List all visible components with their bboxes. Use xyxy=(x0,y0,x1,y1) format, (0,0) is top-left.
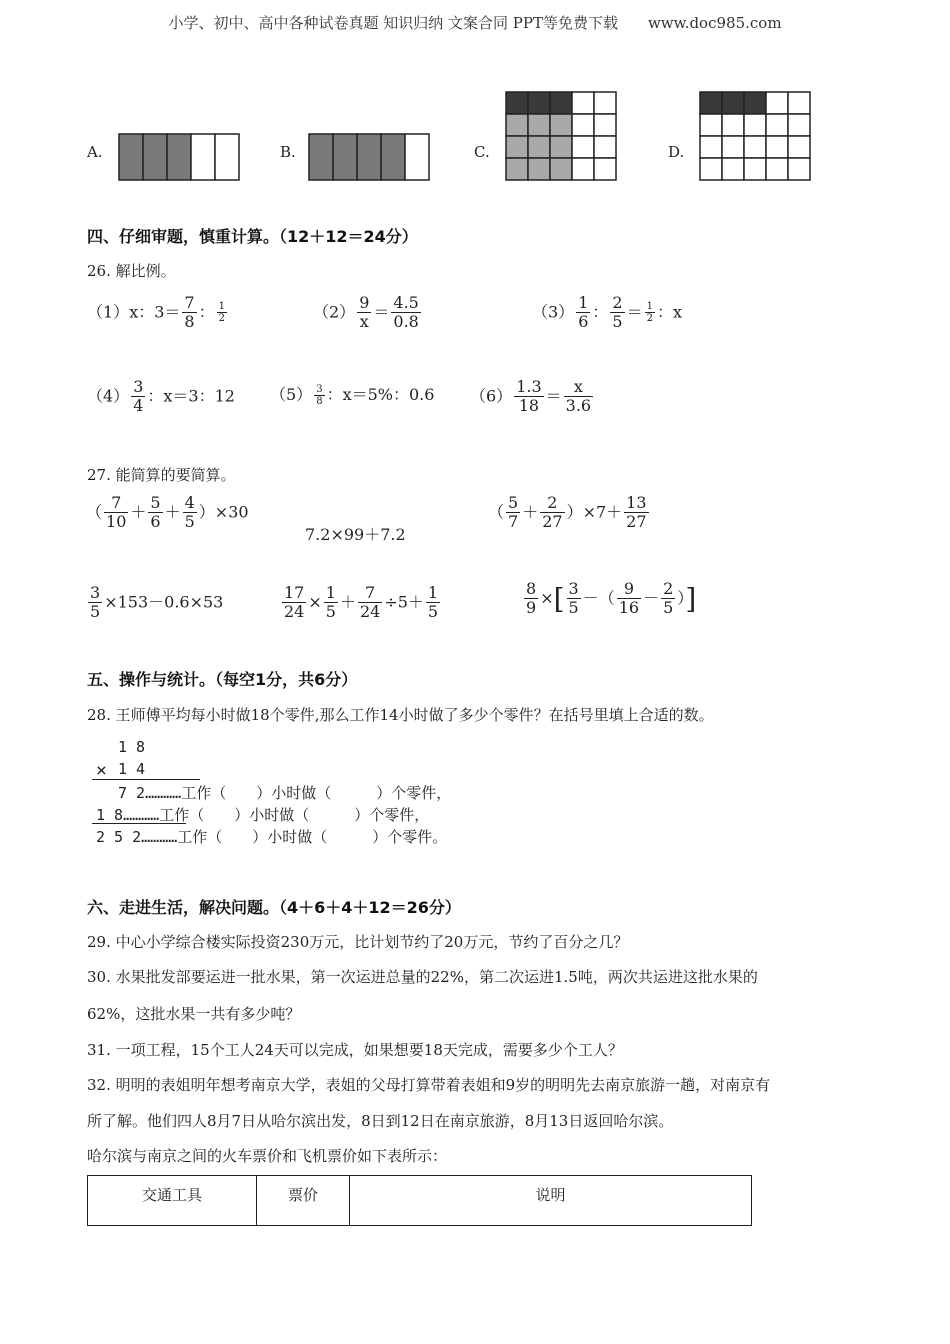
proportion-5: （5） $\frac{3}{8}$ ：x＝5%：0.6 xyxy=(270,383,435,407)
option-d-figure xyxy=(699,91,811,183)
grid-cell xyxy=(594,158,616,180)
section-4-title: 四、仔细审题，慎重计算。（12＋12＝24分） xyxy=(87,227,418,246)
calc-1: （ $\frac{7}{10}$ ＋ $\frac{5}{6}$ ＋ $\frac{4}{5}$ ）×30 xyxy=(86,493,249,532)
grid-cell xyxy=(700,92,722,114)
mult-row-1: 1 8 xyxy=(118,738,146,756)
grid-cell xyxy=(119,134,143,180)
grid-cell xyxy=(143,134,167,180)
grid-cell xyxy=(167,134,191,180)
proportion-1: （1）x：3＝ $\frac{7}{8}$ ： $\frac{1}{2}$ xyxy=(87,293,225,332)
grid-cell xyxy=(357,134,381,180)
grid-cell xyxy=(744,158,766,180)
grid-cell xyxy=(744,136,766,158)
grid-cell xyxy=(722,136,744,158)
grid-cell xyxy=(506,114,528,136)
proportion-4: （4） $\frac{3}{4}$ ：x＝3：12 xyxy=(87,377,235,416)
grid-cell xyxy=(333,134,357,180)
grid-cell xyxy=(550,114,572,136)
grid-cell xyxy=(506,158,528,180)
table-header-cell: 说明 xyxy=(350,1176,752,1226)
grid-cell xyxy=(506,92,528,114)
calc-2: 7.2×99＋7.2 xyxy=(305,525,406,544)
grid-cell xyxy=(550,136,572,158)
grid-cell xyxy=(381,134,405,180)
question-27: 27. 能简算的要简算。 xyxy=(87,466,236,484)
calc-5: $\frac{17}{24}$ × $\frac{1}{5}$ ＋ $\frac{7}{24}$ ÷5＋ $\frac{1}{5}$ xyxy=(284,583,439,622)
calc-4: $\frac{3}{5}$ ×153－0.6×53 xyxy=(90,583,224,622)
calc-6: $\frac{8}{9}$ ×[ $\frac{3}{5}$ －（ $\frac{9}{16}$ － $\frac{2}{5}$ ）] xyxy=(526,579,697,618)
grid-cell xyxy=(215,134,239,180)
question-30-line-2: 62%，这批水果一共有多少吨？ xyxy=(87,1005,301,1023)
grid-cell xyxy=(744,114,766,136)
grid-cell xyxy=(528,136,550,158)
mult-row-2: 1 4 xyxy=(118,760,146,778)
question-31: 31. 一项工程，15个工人24天可以完成，如果想要18天完成，需要多少个工人？ xyxy=(87,1041,623,1059)
fare-table xyxy=(87,1175,752,1226)
section-6-title: 六、走进生活，解决问题。（4＋6＋4＋12＝26分） xyxy=(87,898,461,917)
proportion-2: （2） $\frac{9}{x}$ ＝ $\frac{4.5}{0.8}$ xyxy=(313,293,419,332)
grid-cell xyxy=(572,158,594,180)
table-header-cell: 交通工具 xyxy=(88,1176,257,1226)
grid-cell xyxy=(722,92,744,114)
grid-cell xyxy=(700,136,722,158)
mult-sign: × xyxy=(96,760,107,781)
grid-cell xyxy=(766,136,788,158)
option-c-figure xyxy=(505,91,617,183)
question-32-line-1: 32. 明明的表姐明年想考南京大学，表姐的父母打算带着表姐和9岁的明明先去南京旅游一趟，对南京有 xyxy=(87,1076,771,1094)
grid-cell xyxy=(788,136,810,158)
grid-cell xyxy=(309,134,333,180)
option-a-label: A. xyxy=(87,143,103,161)
question-32-line-3: 哈尔滨与南京之间的火车票价和飞机票价如下表所示： xyxy=(87,1147,448,1165)
grid-cell xyxy=(722,114,744,136)
grid-cell xyxy=(191,134,215,180)
mult-row-4: 1 8…………工作（ ）小时做（ ）个零件， xyxy=(96,806,430,824)
proportion-3: （3） $\frac{1}{6}$ ： $\frac{2}{5}$ ＝ $\frac{1}{2}$ ：x xyxy=(532,293,682,332)
page-header: 小学、初中、高中各种试卷真题 知识归纳 文案合同 PPT等免费下载 www.doc985.com xyxy=(168,14,782,32)
grid-cell xyxy=(788,158,810,180)
grid-cell xyxy=(594,114,616,136)
grid-cell xyxy=(788,114,810,136)
option-b-label: B. xyxy=(280,143,296,161)
option-d-label: D. xyxy=(668,143,685,161)
section-5-title: 五、操作与统计。（每空1分，共6分） xyxy=(87,670,358,689)
grid-cell xyxy=(766,158,788,180)
question-28: 28. 王师傅平均每小时做18个零件,那么工作14小时做了多少个零件？在括号里填上合适的数。 xyxy=(87,706,714,724)
option-a-figure xyxy=(118,133,240,183)
question-32-line-2: 所了解。他们四人8月7日从哈尔滨出发，8日到12日在南京旅游，8月13日返回哈尔滨。 xyxy=(87,1112,674,1130)
grid-cell xyxy=(405,134,429,180)
grid-cell xyxy=(722,158,744,180)
table-header-row xyxy=(88,1176,752,1226)
grid-cell xyxy=(766,114,788,136)
grid-cell xyxy=(744,92,766,114)
calc-3: （ $\frac{5}{7}$ ＋ $\frac{2}{27}$ ）×7＋ $\frac{13}{27}$ xyxy=(488,493,647,532)
grid-cell xyxy=(550,92,572,114)
grid-cell xyxy=(528,114,550,136)
mult-line-1 xyxy=(92,779,200,780)
grid-cell xyxy=(700,114,722,136)
table-header-cell: 票价 xyxy=(257,1176,350,1226)
question-26: 26. 解比例。 xyxy=(87,262,176,280)
mult-row-3: 7 2…………工作（ ）小时做（ ）个零件， xyxy=(118,784,452,802)
grid-cell xyxy=(788,92,810,114)
mult-row-5: 2 5 2…………工作（ ）小时做（ ）个零件。 xyxy=(96,828,448,846)
grid-cell xyxy=(528,158,550,180)
grid-cell xyxy=(528,92,550,114)
grid-cell xyxy=(572,114,594,136)
grid-cell xyxy=(572,136,594,158)
option-c-label: C. xyxy=(474,143,490,161)
grid-cell xyxy=(766,92,788,114)
grid-cell xyxy=(594,136,616,158)
mult-line-2 xyxy=(92,823,186,824)
grid-cell xyxy=(550,158,572,180)
question-29: 29. 中心小学综合楼实际投资230万元，比计划节约了20万元，节约了百分之几？ xyxy=(87,933,629,951)
grid-cell xyxy=(572,92,594,114)
option-b-figure xyxy=(308,133,430,183)
grid-cell xyxy=(594,92,616,114)
proportion-6: （6） $\frac{1.3}{18}$ ＝ $\frac{x}{3.6}$ xyxy=(470,377,592,416)
grid-cell xyxy=(700,158,722,180)
question-30-line-1: 30. 水果批发部要运进一批水果，第一次运进总量的22%，第二次运进1.5吨，两次共运进这批水果的 xyxy=(87,968,758,986)
grid-cell xyxy=(506,136,528,158)
